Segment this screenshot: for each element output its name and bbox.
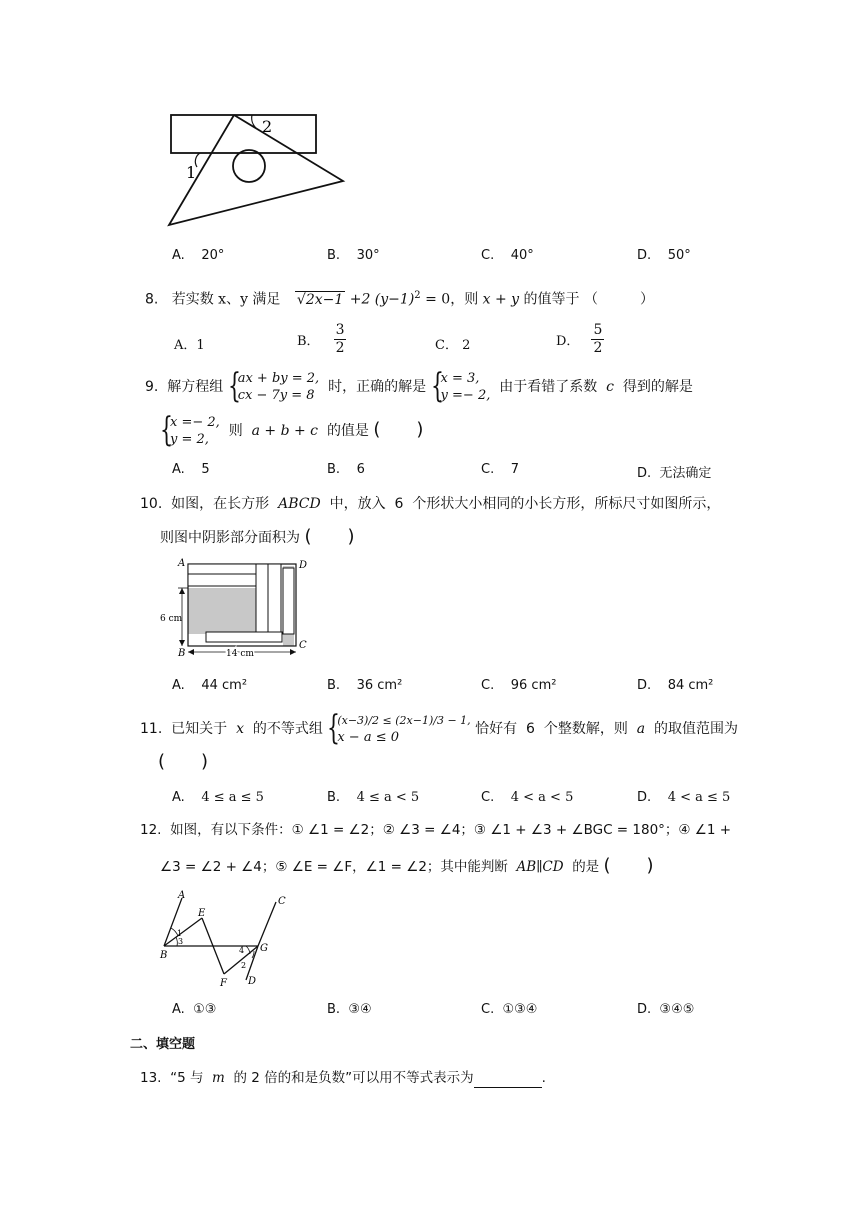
angle-4: 4 <box>239 946 245 955</box>
q12-figure <box>158 888 293 988</box>
q9-stem-line2: { x =− 2, y = 2, 则 a + b + c 的值是 ( ) <box>160 410 424 450</box>
label-E: E <box>198 908 206 919</box>
label-D: D <box>248 976 257 987</box>
angle-3: 3 <box>178 937 184 946</box>
q12-stem-line1: 12. 如图，有以下条件：① ∠1 = ∠2；② ∠3 = ∠4；③ ∠1 + ∠3 + ∠BGC = 180°；④ ∠1 + <box>140 822 732 838</box>
label-G: G <box>260 943 268 954</box>
q11-option-b[interactable]: B. 4 ≤ a < 5 <box>327 790 420 805</box>
angle1-label: 1 <box>186 163 197 182</box>
sqrt-expr: √2x−1 <box>296 291 344 308</box>
label-width: 14 cm <box>226 649 254 659</box>
q9-system-3: { x =− 2, y = 2, <box>160 410 220 450</box>
q11-option-d[interactable]: D. 4 < a ≤ 5 <box>637 790 731 805</box>
q10-figure <box>158 554 318 662</box>
q8-stem: 8. 若实数 x、y 满足 √2x−1 +2 $(y-1)^2 = 0$，则 x + y 的值等于 （ ） <box>145 290 654 308</box>
q12-option-b[interactable]: B. ③④ <box>327 1002 372 1017</box>
q9-option-d[interactable]: D. 无法确定 <box>637 466 712 481</box>
label-D: D <box>299 560 308 571</box>
label-A: A <box>178 890 186 901</box>
section-title: 二、填空题 <box>130 1037 196 1052</box>
q9-system-1: { ax + by = 2, cx − 7y = 8 <box>227 366 320 406</box>
q9-system-2: { x = 3, y =− 2, <box>430 366 491 406</box>
q8-option-c[interactable]: C． 2 <box>435 338 471 353</box>
q7-figure <box>160 104 360 234</box>
q8-option-a[interactable]: A．1 <box>174 338 205 353</box>
q8-option-d[interactable]: D． $\frac{5}{2}$ <box>556 322 603 356</box>
triangle-hole <box>233 150 265 182</box>
q7-option-d[interactable]: D. 50° <box>637 248 691 263</box>
q11-system: { (x−3)/2 ≤ (2x−1)/3 − 1, x − a ≤ 0 <box>327 708 471 748</box>
q12-stem-line2: ∠3 = ∠2 + ∠4；⑤ ∠E = ∠F，∠1 = ∠2；其中能判断 AB∥CD 的是 ( ) <box>160 855 654 876</box>
q10-stem-line2: 则图中阴影部分面积为 ( ) <box>160 526 355 547</box>
q9-option-b[interactable]: B. 6 <box>327 462 365 477</box>
q12-option-d[interactable]: D. ③④⑤ <box>637 1002 695 1017</box>
label-C: C <box>278 896 286 907</box>
shaded-region <box>188 588 258 634</box>
q8-option-b[interactable]: B． $\frac{3}{2}$ <box>297 322 345 356</box>
label-B: B <box>178 648 186 659</box>
q9-option-a[interactable]: A. 5 <box>172 462 210 477</box>
label-B: B <box>160 950 168 961</box>
angle2-label: 2 <box>262 117 273 136</box>
q7-option-b[interactable]: B. 30° <box>327 248 380 263</box>
q10-option-d[interactable]: D. 84 cm² <box>637 678 714 693</box>
q11-option-c[interactable]: C. 4 < a < 5 <box>481 790 574 805</box>
label-A: A <box>178 558 186 569</box>
label-height: 6 cm <box>160 614 183 624</box>
q11-paren: ( ) <box>158 751 209 772</box>
label-C: C <box>299 640 307 651</box>
q10-option-b[interactable]: B. 36 cm² <box>327 678 403 693</box>
q12-option-a[interactable]: A. ①③ <box>172 1002 217 1017</box>
q13-stem: 13. “5 与 m 的 2 倍的和是负数”可以用不等式表示为 . <box>140 1070 546 1086</box>
q10-stem-line1: 10. 如图，在长方形 ABCD 中，放入 6 个形状大小相同的小长方形，所标尺寸如图所示， <box>140 496 721 512</box>
angle-1: 1 <box>177 929 183 938</box>
q12-option-c[interactable]: C. ①③④ <box>481 1002 538 1017</box>
q9-stem-line1: 9. 解方程组 { ax + by = 2, cx − 7y = 8 时，正确的解是 { x = 3, y =− 2, 由于看错了系数 c 得到的解是 <box>145 366 693 406</box>
label-F: F <box>220 978 227 988</box>
q11-stem-line1: 11. 已知关于 x 的不等式组 { (x−3)/2 ≤ (2x−1)/3 − 1, x − a ≤ 0 恰好有 6 个整数解，则 a 的取值范围为 <box>140 708 739 748</box>
q13-answer-blank[interactable] <box>474 1073 542 1088</box>
q11-option-a[interactable]: A. 4 ≤ a ≤ 5 <box>172 790 264 805</box>
q10-option-c[interactable]: C. 96 cm² <box>481 678 557 693</box>
q7-option-c[interactable]: C. 40° <box>481 248 534 263</box>
angle-2: 2 <box>241 961 247 970</box>
q10-option-a[interactable]: A. 44 cm² <box>172 678 248 693</box>
q9-option-c[interactable]: C. 7 <box>481 462 520 477</box>
q7-option-a[interactable]: A. 20° <box>172 248 225 263</box>
